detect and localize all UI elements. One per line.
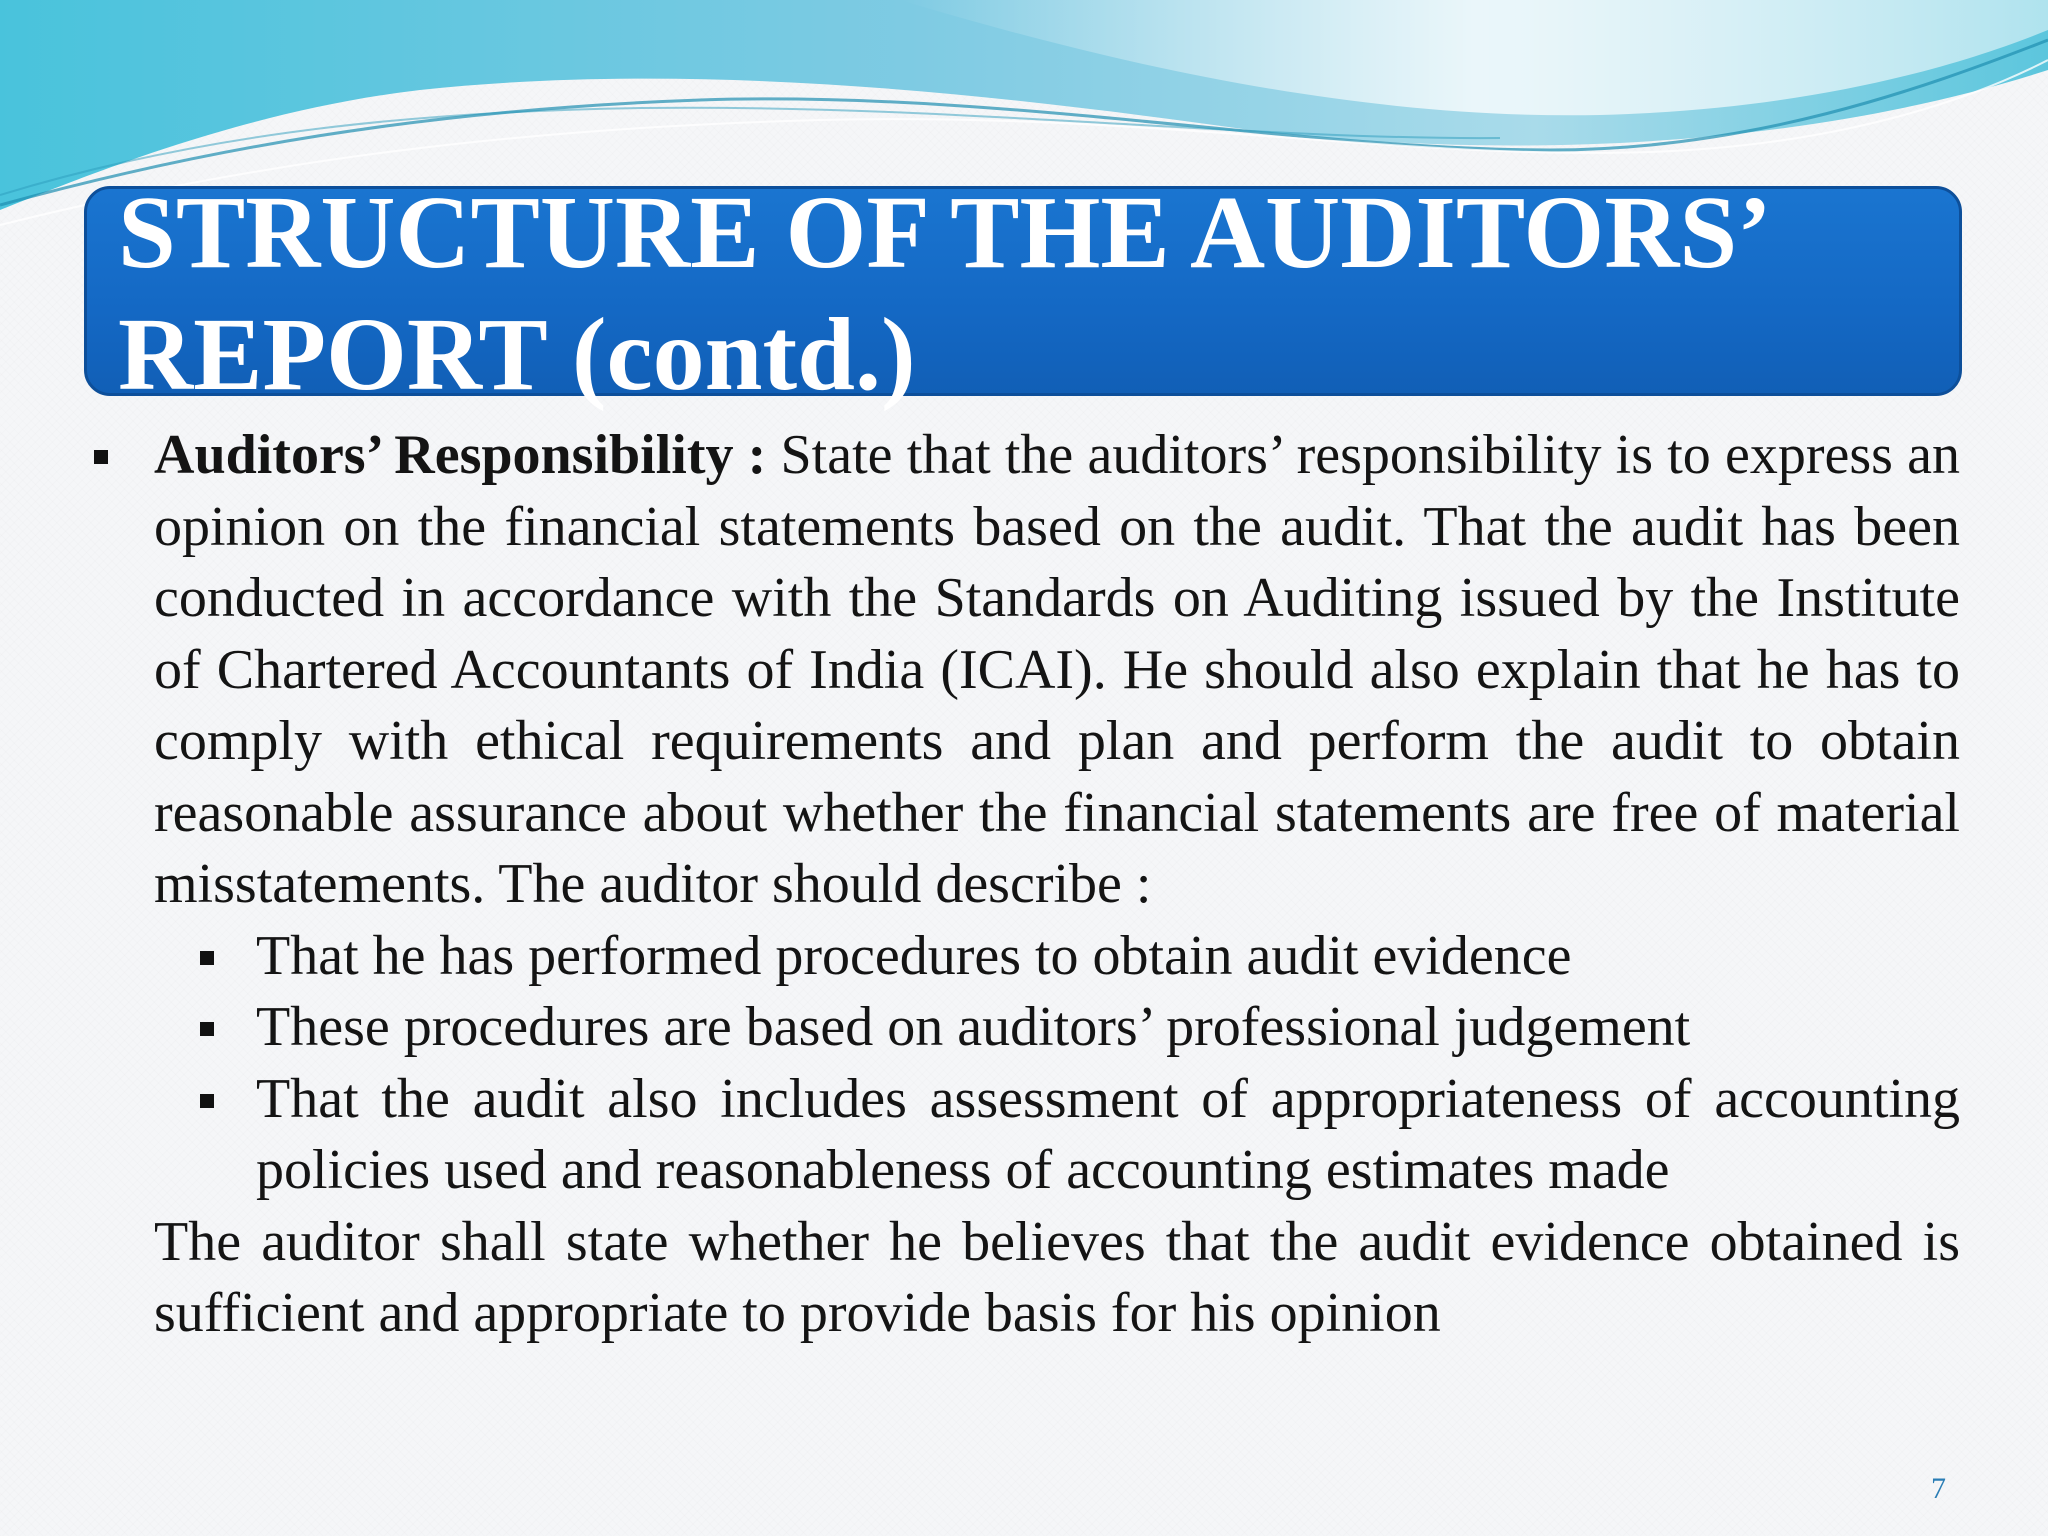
- section-body: State that the auditors’ responsibility is to express an opinion on the financial statements based on the audit. That the audit has been conducted in accordance with the Standards on Auditing issued by the Institute of Chartered Accountants of India (ICAI). He should also explain that he has to comply with ethical requirements and plan and perform the audit to obtain reasonable assurance about whether the financial statements are free of material misstatements. The auditor should describe :: [154, 424, 1960, 915]
- square-bullet-icon: [200, 1094, 214, 1108]
- page-number: 7: [1931, 1472, 1946, 1505]
- section-heading: Auditors’ Responsibility :: [154, 424, 767, 486]
- sub-point-text: That the audit also includes assessment of appropriateness of accounting policies used and reasonableness of accounting estimates made: [256, 1067, 1960, 1201]
- title-line-2: REPORT (contd.): [118, 297, 916, 412]
- responsibility-paragraph: [154, 420, 1960, 921]
- square-bullet-icon: [200, 951, 214, 965]
- title-line-1: STRUCTURE OF THE AUDITORS’: [118, 175, 1772, 290]
- slide-body: [90, 420, 1960, 1350]
- sub-point: [256, 1064, 1960, 1207]
- sub-point: [256, 921, 1960, 993]
- closing-paragraph: The auditor shall state whether he believes that the audit evidence obtained is sufficient and appropriate to provide basis for his opinion: [154, 1210, 1960, 1344]
- square-bullet-icon: [94, 450, 108, 464]
- sub-point-text: These procedures are based on auditors’ professional judgement: [256, 996, 1691, 1058]
- main-bullet: [90, 420, 1960, 1207]
- sub-point-text: That he has performed procedures to obtain audit evidence: [256, 924, 1572, 987]
- slide-title: [118, 172, 1938, 416]
- sub-point: [256, 992, 1960, 1064]
- square-bullet-icon: [200, 1022, 214, 1036]
- sub-points-list: [154, 921, 1960, 1207]
